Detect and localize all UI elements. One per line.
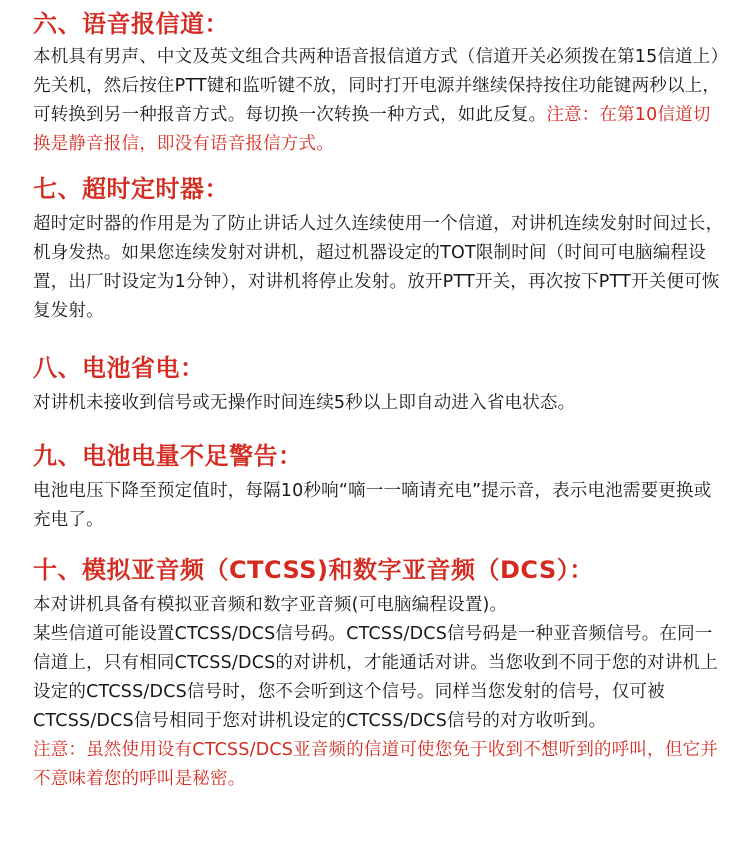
- note-text: 注意：虽然使用设有CTCSS/DCS亚音频的信道可使您免于收到不想听到的呼叫，但它并不意味着您的呼叫是秘密。: [33, 740, 718, 789]
- section-timeout-timer: [33, 174, 726, 326]
- section-ctcss-dcs: [33, 555, 726, 794]
- section-heading: 十、模拟亚音频（CTCSS)和数字亚音频（DCS）：: [33, 556, 594, 584]
- section-heading: 六、语音报信道：: [33, 10, 229, 38]
- section-body: 对讲机未接收到信号或无操作时间连续5秒以上即自动进入省电状态。: [33, 393, 576, 413]
- section-body-line: 某些信道可能设置CTCSS/DCS信号码。CTCSS/DCS信号码是一种亚音频信号。在同一信道上，只有相同CTCSS/DCS的对讲机，才能通话对讲。当您收到不同于您的对讲机上设定的CTCSS/DCS信号时，您不会听到这个信号。同样当您发射的信号，仅可被CTCSS/DCS信号相同于您对讲机设定的CTCSS/DCS信号的对方收听到。: [33, 624, 718, 731]
- section-battery-save: [33, 353, 726, 418]
- section-low-battery-warning: [33, 441, 726, 535]
- section-body: [33, 43, 726, 159]
- section-body-line: 本对讲机具备有模拟亚音频和数字亚音频(可电脑编程设置)。: [33, 595, 508, 615]
- section-heading: 八、电池省电：: [33, 354, 205, 382]
- note-text: 注意：在第10信道切换是静音报信，即没有语音报信方式。: [33, 105, 711, 154]
- section-heading: 九、电池电量不足警告：: [33, 442, 303, 470]
- body-text: 本机具有男声、中文及英文组合共两种语音报信道方式（信道开关必须拨在第15信道上）先关机，然后按住PTT键和监听键不放，同时打开电源并继续保持按住功能键两秒以上，可转换到另一种报音方式。每切换一次转换一种方式，如此反复。: [33, 47, 721, 125]
- section-body: 超时定时器的作用是为了防止讲话人过久连续使用一个信道，对讲机连续发射时间过长，机身发热。如果您连续发射对讲机，超过机器设定的TOT限制时间（时间可电脑编程设置，出厂时设定为1分钟），对讲机将停止发射。放开PTT开关，再次按下PTT开关便可恢复发射。: [33, 214, 724, 321]
- section-voice-channel: [33, 9, 726, 159]
- section-body: 电池电压下降至预定值时，每隔10秒响“嘀一一嘀请充电”提示音，表示电池需要更换或充电了。: [33, 481, 712, 530]
- section-heading: 七、超时定时器：: [33, 175, 229, 203]
